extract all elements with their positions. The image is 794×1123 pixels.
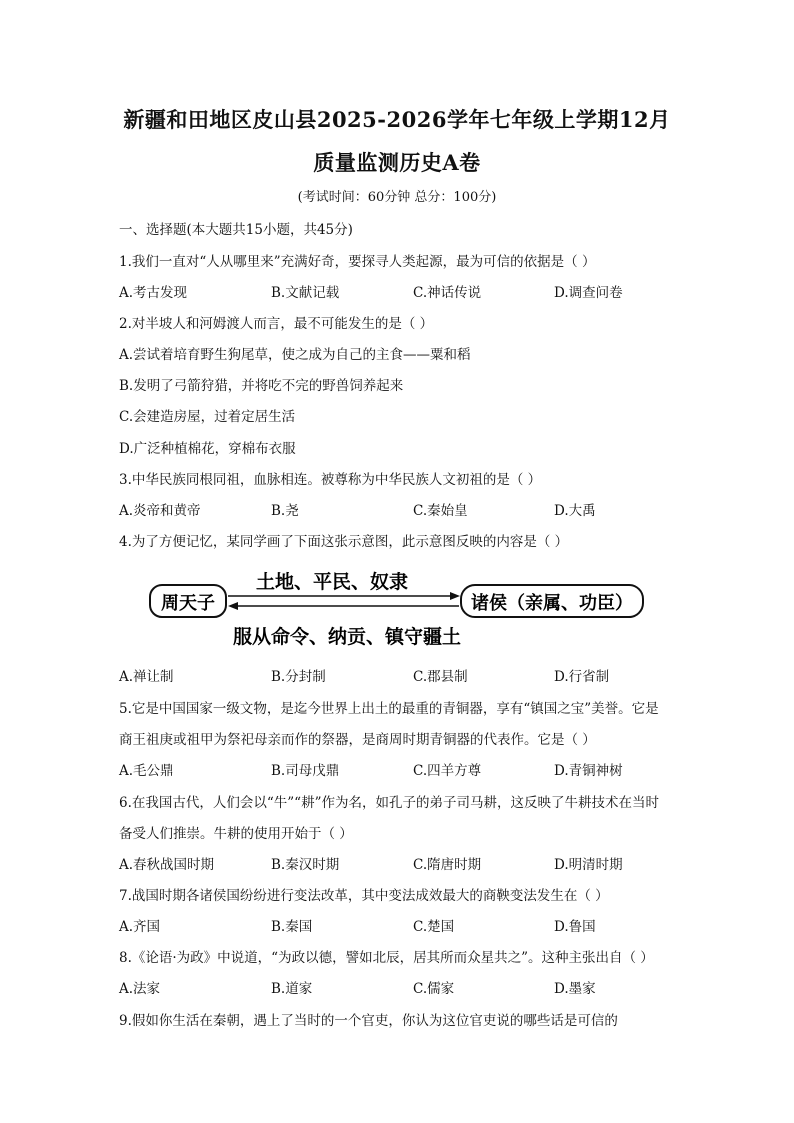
question-3-option-c: C.秦始皇 bbox=[413, 503, 468, 519]
question-6-option-a: A.春秋战国时期 bbox=[119, 857, 215, 873]
diagram-bottom-arrow-head bbox=[228, 602, 238, 610]
question-2-stem: 2.对半坡人和河姆渡人而言，最不可能发生的是（ ） bbox=[119, 316, 434, 332]
question-4-option-d: D.行省制 bbox=[554, 669, 610, 685]
question-8-option-d: D.墨家 bbox=[554, 981, 596, 997]
question-4-option-c: C.郡县制 bbox=[413, 669, 468, 685]
question-7-stem: 7.战国时期各诸侯国纷纷进行变法改革，其中变法成效最大的商鞅变法发生在（ ） bbox=[119, 888, 609, 904]
enfeoffment-diagram bbox=[0, 558, 794, 658]
question-8-stem: 8.《论语·为政》中说道，“为政以德，譬如北辰，居其所而众星共之”。这种主张出自（ ） bbox=[119, 950, 654, 966]
diagram-top-arrow-head bbox=[450, 592, 460, 600]
question-1-option-d: D.调查问卷 bbox=[554, 285, 623, 301]
section-heading: 一、选择题(本大题共15小题，共45分) bbox=[119, 222, 353, 238]
question-3-stem: 3.中华民族同根同祖，血脉相连。被尊称为中华民族人文初祖的是（ ） bbox=[119, 472, 542, 488]
question-1-option-a: A.考古发现 bbox=[119, 285, 188, 301]
question-5-stem-line2: 商王祖庚或祖甲为祭祀母亲而作的祭器，是商周时期青铜器的代表作。它是（ ） bbox=[119, 732, 596, 748]
question-4-option-a: A.禅让制 bbox=[119, 669, 174, 685]
question-6-option-c: C.隋唐时期 bbox=[413, 857, 482, 873]
question-8-option-c: C.儒家 bbox=[413, 981, 455, 997]
question-1-option-c: C.神话传说 bbox=[413, 285, 482, 301]
question-5-stem-line1: 5.它是中国国家一级文物，是迄今世界上出土的最重的青铜器，享有“镇国之宝”美誉。它是 bbox=[119, 701, 659, 717]
question-2-option-a: A.尝试着培育野生狗尾草，使之成为自己的主食——粟和稻 bbox=[119, 347, 471, 363]
question-4-stem: 4.为了方便记忆，某同学画了下面这张示意图，此示意图反映的内容是（ ） bbox=[119, 534, 569, 550]
question-5-option-a: A.毛公鼎 bbox=[119, 763, 174, 779]
question-3-option-b: B.尧 bbox=[271, 503, 299, 519]
question-9-stem: 9.假如你生活在秦朝，遇上了当时的一个官吏，你认为这位官吏说的哪些话是可信的 bbox=[119, 1013, 618, 1029]
exam-title-line1: 新疆和田地区皮山县2025-2026学年七年级上学期12月 bbox=[123, 107, 671, 132]
question-5-option-d: D.青铜神树 bbox=[554, 763, 623, 779]
question-7-option-c: C.楚国 bbox=[413, 919, 455, 935]
question-8-option-a: A.法家 bbox=[119, 981, 161, 997]
question-4-option-b: B.分封制 bbox=[271, 669, 326, 685]
question-3-option-a: A.炎帝和黄帝 bbox=[119, 503, 201, 519]
question-5-option-c: C.四羊方尊 bbox=[413, 763, 482, 779]
question-3-option-d: D.大禹 bbox=[554, 503, 596, 519]
question-2-option-d: D.广泛种植棉花，穿棉布衣服 bbox=[119, 441, 296, 457]
question-6-option-d: D.明清时期 bbox=[554, 857, 623, 873]
question-8-option-b: B.道家 bbox=[271, 981, 313, 997]
question-5-option-b: B.司母戊鼎 bbox=[271, 763, 340, 779]
question-6-option-b: B.秦汉时期 bbox=[271, 857, 340, 873]
diagram-top-label: 土地、平民、奴隶 bbox=[255, 571, 409, 593]
diagram-left-label: 周天子 bbox=[161, 593, 215, 614]
question-2-option-c: C.会建造房屋，过着定居生活 bbox=[119, 409, 296, 425]
question-1-option-b: B.文献记载 bbox=[271, 285, 340, 301]
diagram-bottom-label: 服从命令、纳贡、镇守疆土 bbox=[232, 626, 462, 648]
question-2-option-b: B.发明了弓箭狩猎，并将吃不完的野兽饲养起来 bbox=[119, 378, 404, 394]
question-7-option-a: A.齐国 bbox=[119, 919, 161, 935]
question-1-stem: 1.我们一直对“人从哪里来”充满好奇，要探寻人类起源，最为可信的依据是（ ） bbox=[119, 254, 596, 270]
diagram-right-label: 诸侯（亲属、功臣） bbox=[471, 593, 633, 614]
exam-title-line2: 质量监测历史A卷 bbox=[313, 150, 481, 175]
question-7-option-d: D.鲁国 bbox=[554, 919, 596, 935]
exam-info: (考试时间：60分钟 总分：100分) bbox=[297, 190, 497, 205]
question-7-option-b: B.秦国 bbox=[271, 919, 313, 935]
question-6-stem-line2: 备受人们推崇。牛耕的使用开始于（ ） bbox=[119, 826, 353, 842]
question-6-stem-line1: 6.在我国古代，人们会以“牛”“耕”作为名，如孔子的弟子司马耕，这反映了牛耕技术在当时 bbox=[119, 795, 659, 811]
